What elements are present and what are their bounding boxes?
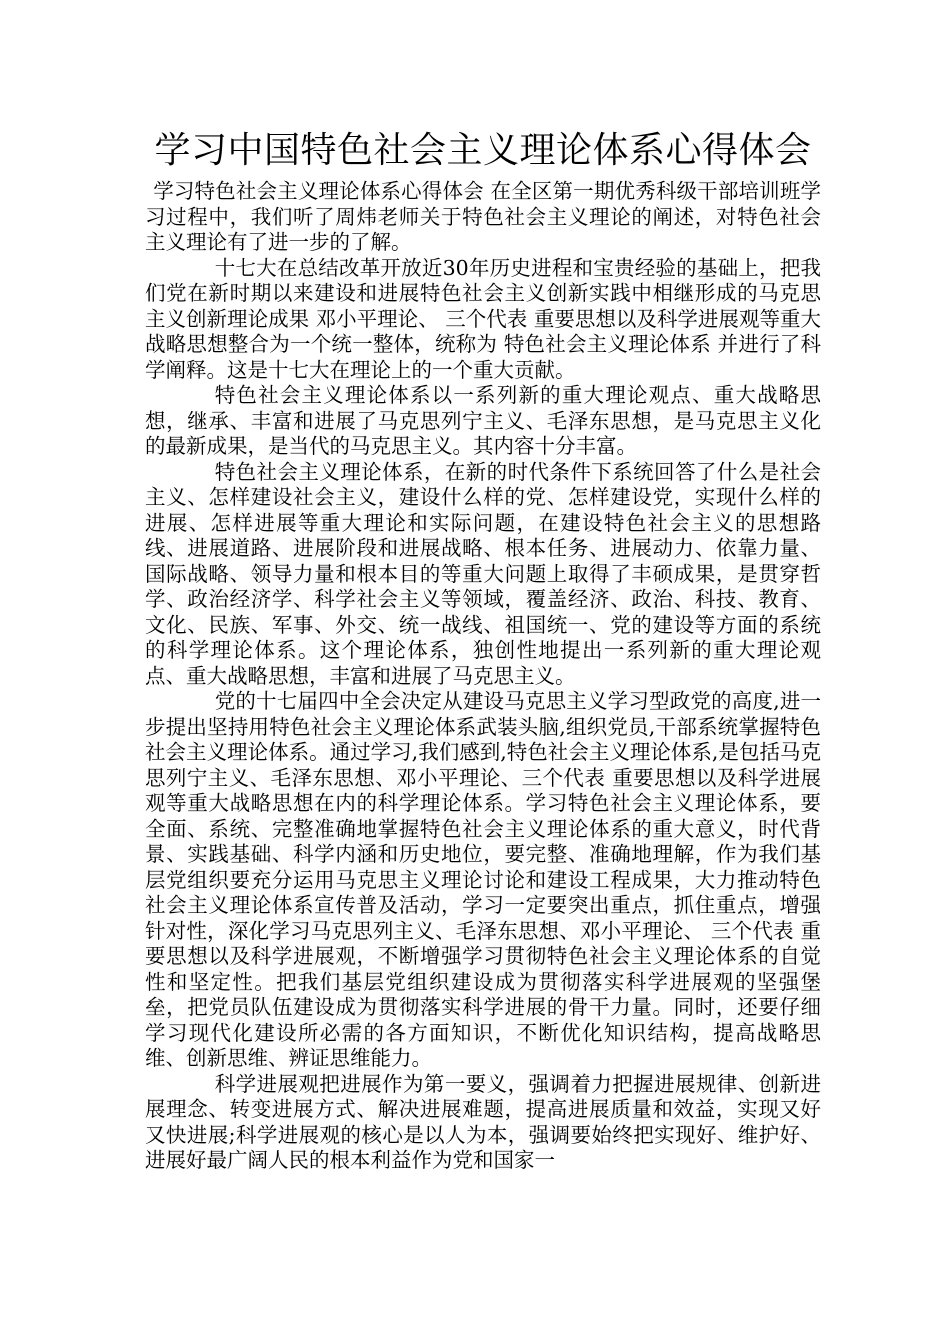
document-title: 学习中国特色社会主义理论体系心得体会 xyxy=(154,130,812,171)
paragraph-intro: 学习特色社会主义理论体系心得体会 在全区第一期优秀科级干部培训班学习过程中，我们听了周炜老师关于特色社会主义理论的阐述，对特色社会主义理论有了进一步的了解。 xyxy=(145,179,821,254)
paragraph-theory-content: 特色社会主义理论体系以一系列新的重大理论观点、重大战略思想，继承、丰富和进展了马克思列宁主义、毛泽东思想，是马克思主义化的最新成果，是当代的马克思主义。其内容十分丰富。 xyxy=(145,383,821,458)
paragraph-congress-summary: 十七大在总结改革开放近30年历史进程和宝贵经验的基础上，把我们党在新时期以来建设和进展特色社会主义创新实践中相继形成的马克思主义创新理论成果 邓小平理论、 三个代表 重要思想以及科学进展观等重大战略思想整合为一个统一整体，统称为 特色社会主义理论体系 并进行了科学阐释。这是十七大在理论上的一个重大贡献。 xyxy=(145,255,821,382)
paragraph-theory-scope: 特色社会主义理论体系，在新的时代条件下系统回答了什么是社会主义、怎样建设社会主义，建设什么样的党、怎样建设党，实现什么样的进展、怎样进展等重大理论和实际问题，在建设特色社会主义的思想路线、进展道路、进展阶段和进展战略、根本任务、进展动力、依靠力量、国际战略、领导力量和根本目的等重大问题上取得了丰硕成果，是贯穿哲学、政治经济学、科学社会主义等领域，覆盖经济、政治、科技、教育、文化、民族、军事、外交、统一战线、祖国统一、党的建设等方面的系统的科学理论体系。这个理论体系，独创性地提出一系列新的重大理论观点、重大战略思想，丰富和进展了马克思主义。 xyxy=(145,459,821,688)
paragraph-scientific-development: 科学进展观把进展作为第一要义，强调着力把握进展规律、创新进展理念、转变进展方式、解决进展难题，提高进展质量和效益，实现又好又快进展;科学进展观的核心是以人为本，强调要始终把实现好、维护好、进展好最广阔人民的根本利益作为党和国家一 xyxy=(145,1071,821,1172)
paragraph-fourth-plenum: 党的十七届四中全会决定从建设马克思主义学习型政党的高度,进一步提出坚持用特色社会主义理论体系武装头脑,组织党员,干部系统掌握特色社会主义理论体系。通过学习,我们感到,特色社会主义理论体系,是包括马克思列宁主义、毛泽东思想、邓小平理论、三个代表 重要思想以及科学进展观等重大战略思想在内的科学理论体系。学习特色社会主义理论体系，要全面、系统、完整准确地掌握特色社会主义理论体系的重大意义，时代背景、实践基础、科学内涵和历史地位，要完整、准确地理解，作为我们基层党组织要充分运用马克思主义理论讨论和建设工程成果，大力推动特色社会主义理论体系宣传普及活动，学习一定要突出重点，抓住重点，增强针对性，深化学习马克思列主义、毛泽东思想、邓小平理论、 三个代表 重要思想以及科学进展观，不断增强学习贯彻特色社会主义理论体系的自觉性和坚定性。把我们基层党组织建设成为贯彻落实科学进展观的坚强堡垒，把党员队伍建设成为贯彻落实科学进展的骨干力量。同时，还要仔细学习现代化建设所必需的各方面知识，不断优化知识结构，提高战略思维、创新思维、辨证思维能力。 xyxy=(145,689,821,1070)
document-page xyxy=(145,128,821,1174)
